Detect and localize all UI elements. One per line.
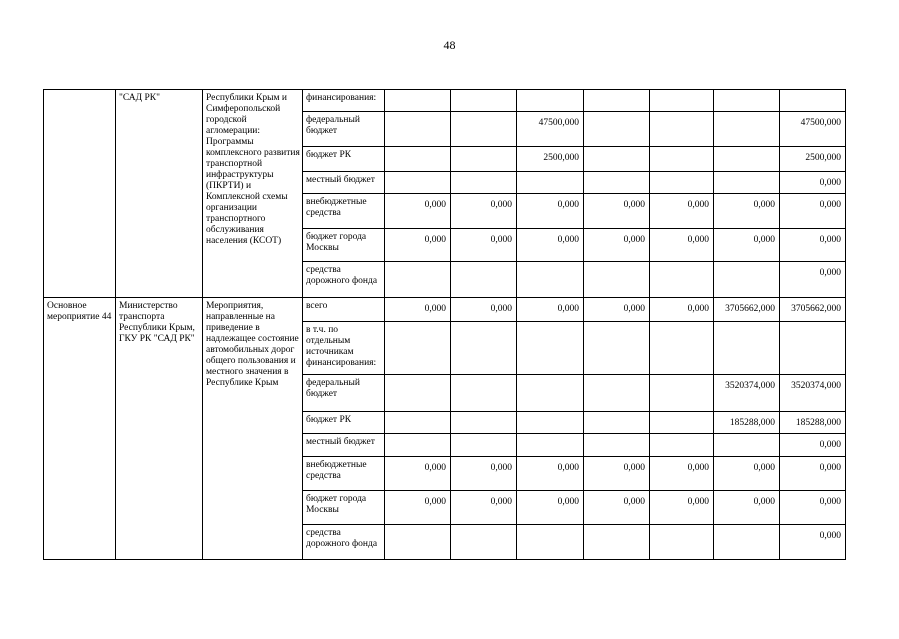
value-cell: 0,000 — [517, 298, 584, 322]
value-cell: 0,000 — [451, 229, 517, 262]
value-cell: 0,000 — [650, 491, 714, 525]
value-cell — [650, 262, 714, 298]
table-block-a — [44, 90, 846, 298]
value-cell — [385, 262, 451, 298]
value-cell: 0,000 — [385, 491, 451, 525]
value-cell — [650, 147, 714, 172]
value-cell — [385, 412, 451, 434]
value-cell — [584, 90, 650, 112]
table-row — [44, 90, 846, 112]
page-number: 48 — [443, 38, 456, 52]
value-cell — [650, 434, 714, 457]
value-cell — [650, 412, 714, 434]
value-cell — [650, 90, 714, 112]
funding-source-cell: средства дорожного фонда — [303, 525, 385, 560]
value-cell: 0,000 — [650, 457, 714, 491]
value-cell — [714, 262, 780, 298]
description-cell: Мероприятия, направленные на приведение в надлежащее состояние автомобильных дорог общего пользования и местного значения в Республике Крым — [203, 298, 303, 560]
executor-cell: Министерство транспорта Республики Крым, ГКУ РК "САД РК" — [116, 298, 203, 560]
value-cell — [780, 322, 846, 375]
value-cell: 0,000 — [385, 457, 451, 491]
value-cell: 0,000 — [584, 298, 650, 322]
funding-source-cell: местный бюджет — [303, 172, 385, 194]
value-cell — [517, 172, 584, 194]
event-name-cell: Основное мероприятие 44 — [44, 298, 116, 560]
value-cell — [517, 434, 584, 457]
table-block-b — [44, 298, 846, 560]
value-cell: 2500,000 — [780, 147, 846, 172]
value-cell — [385, 172, 451, 194]
value-cell: 0,000 — [385, 298, 451, 322]
executor-cell: "САД РК" — [116, 90, 203, 298]
value-cell — [650, 375, 714, 412]
value-cell: 0,000 — [385, 229, 451, 262]
value-cell — [451, 525, 517, 560]
value-cell — [385, 112, 451, 147]
value-cell — [451, 147, 517, 172]
value-cell: 47500,000 — [517, 112, 584, 147]
value-cell: 0,000 — [714, 491, 780, 525]
value-cell — [385, 322, 451, 375]
value-cell — [584, 112, 650, 147]
value-cell — [584, 525, 650, 560]
value-cell: 0,000 — [451, 457, 517, 491]
description-cell: Республики Крым и Симферопольской городской агломерации: Программы комплексного развития транспортной инфраструктуры (ПКРТИ) и Комплексной схемы организации транспортного обслуживания населения (КСОТ) — [203, 90, 303, 298]
value-cell — [714, 434, 780, 457]
value-cell: 3705662,000 — [714, 298, 780, 322]
value-cell — [385, 147, 451, 172]
value-cell — [385, 525, 451, 560]
value-cell — [584, 434, 650, 457]
value-cell — [451, 262, 517, 298]
value-cell — [650, 525, 714, 560]
value-cell — [517, 375, 584, 412]
value-cell — [714, 147, 780, 172]
funding-source-cell: бюджет РК — [303, 147, 385, 172]
value-cell: 0,000 — [584, 457, 650, 491]
value-cell: 0,000 — [714, 194, 780, 229]
funding-source-cell: местный бюджет — [303, 434, 385, 457]
value-cell: 0,000 — [714, 229, 780, 262]
value-cell — [584, 262, 650, 298]
value-cell: 3520374,000 — [714, 375, 780, 412]
funding-source-cell: финансирования: — [303, 90, 385, 112]
value-cell — [780, 90, 846, 112]
event-name-cell — [44, 90, 116, 298]
value-cell: 0,000 — [584, 229, 650, 262]
value-cell — [517, 262, 584, 298]
value-cell — [451, 412, 517, 434]
funding-source-cell: внебюджетные средства — [303, 194, 385, 229]
value-cell: 0,000 — [780, 525, 846, 560]
value-cell: 0,000 — [584, 491, 650, 525]
value-cell: 0,000 — [780, 491, 846, 525]
value-cell: 0,000 — [650, 194, 714, 229]
value-cell — [650, 112, 714, 147]
value-cell: 0,000 — [584, 194, 650, 229]
value-cell: 0,000 — [517, 194, 584, 229]
funding-source-cell: средства дорожного фонда — [303, 262, 385, 298]
funding-source-cell: федеральный бюджет — [303, 112, 385, 147]
value-cell — [517, 525, 584, 560]
funding-source-cell: всего — [303, 298, 385, 322]
funding-source-cell: в т.ч. по отдельным источникам финансирования: — [303, 322, 385, 375]
value-cell: 0,000 — [451, 298, 517, 322]
value-cell — [451, 90, 517, 112]
value-cell: 0,000 — [780, 194, 846, 229]
value-cell — [584, 172, 650, 194]
value-cell — [714, 90, 780, 112]
value-cell: 0,000 — [517, 491, 584, 525]
value-cell: 0,000 — [780, 172, 846, 194]
value-cell: 0,000 — [650, 298, 714, 322]
value-cell — [517, 90, 584, 112]
value-cell — [517, 412, 584, 434]
value-cell: 2500,000 — [517, 147, 584, 172]
funding-source-cell: бюджет РК — [303, 412, 385, 434]
value-cell — [385, 90, 451, 112]
funding-source-cell: внебюджетные средства — [303, 457, 385, 491]
value-cell — [650, 172, 714, 194]
funding-source-cell: бюджет города Москвы — [303, 229, 385, 262]
value-cell — [650, 322, 714, 375]
value-cell: 185288,000 — [714, 412, 780, 434]
value-cell: 0,000 — [780, 457, 846, 491]
value-cell: 0,000 — [780, 434, 846, 457]
value-cell: 0,000 — [385, 194, 451, 229]
table-row — [44, 298, 846, 322]
value-cell — [451, 322, 517, 375]
value-cell: 0,000 — [780, 262, 846, 298]
value-cell: 0,000 — [714, 457, 780, 491]
value-cell — [385, 375, 451, 412]
value-cell: 185288,000 — [780, 412, 846, 434]
value-cell — [714, 322, 780, 375]
funding-source-cell: бюджет города Москвы — [303, 491, 385, 525]
value-cell — [584, 412, 650, 434]
financing-table — [43, 89, 846, 560]
value-cell — [714, 172, 780, 194]
value-cell — [517, 322, 584, 375]
value-cell: 0,000 — [517, 229, 584, 262]
value-cell — [451, 172, 517, 194]
value-cell: 3705662,000 — [780, 298, 846, 322]
value-cell: 47500,000 — [780, 112, 846, 147]
value-cell — [714, 525, 780, 560]
value-cell — [584, 147, 650, 172]
value-cell — [451, 375, 517, 412]
value-cell: 0,000 — [780, 229, 846, 262]
value-cell: 0,000 — [517, 457, 584, 491]
value-cell — [385, 434, 451, 457]
value-cell — [714, 112, 780, 147]
value-cell: 0,000 — [650, 229, 714, 262]
value-cell: 3520374,000 — [780, 375, 846, 412]
value-cell — [584, 322, 650, 375]
value-cell — [451, 434, 517, 457]
value-cell — [584, 375, 650, 412]
value-cell — [451, 112, 517, 147]
value-cell: 0,000 — [451, 194, 517, 229]
value-cell: 0,000 — [451, 491, 517, 525]
funding-source-cell: федеральный бюджет — [303, 375, 385, 412]
